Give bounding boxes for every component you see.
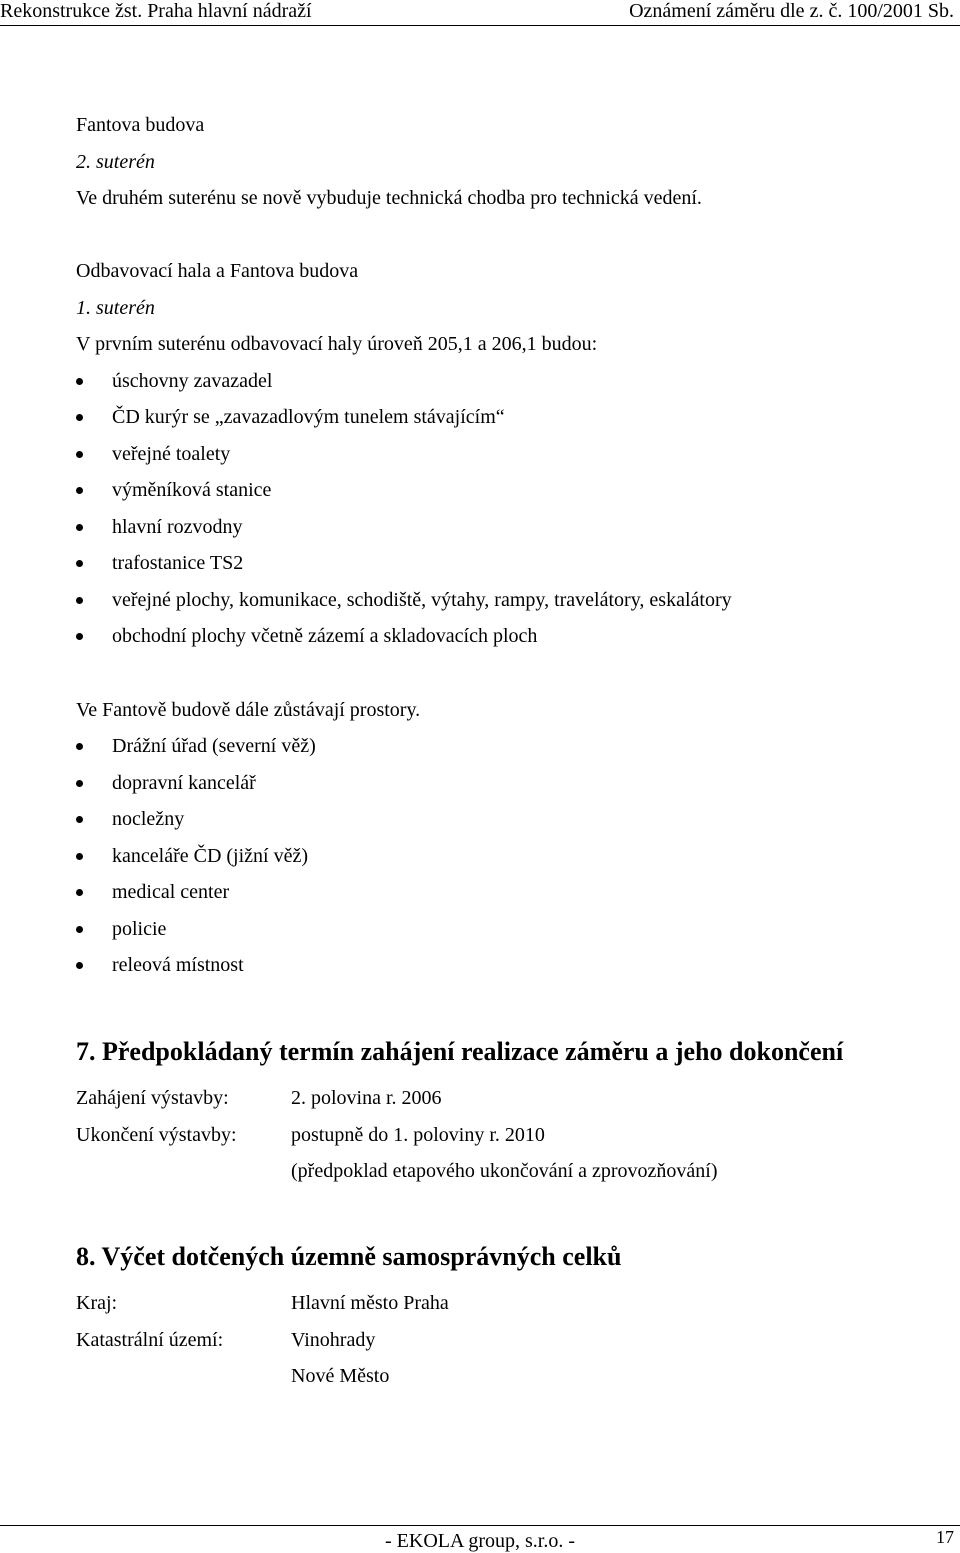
- bullet-icon: [76, 633, 83, 640]
- footer-rule: [0, 1525, 960, 1526]
- bullet-icon: [76, 524, 83, 531]
- footer-company: - EKOLA group, s.r.o. -: [385, 1530, 575, 1552]
- page-number: 17: [936, 1527, 954, 1547]
- bullet-icon: [76, 414, 83, 421]
- end-label: Ukončení výstavby:: [76, 1124, 237, 1146]
- katastr-label: Katastrální území:: [76, 1329, 224, 1351]
- bullet-icon: [76, 962, 83, 969]
- section8-heading: 8. Výčet dotčených územně samosprávných celků: [76, 1242, 622, 1271]
- header-document-title: Oznámení záměru dle z. č. 100/2001 Sb.: [629, 0, 954, 22]
- bullet-icon: [76, 853, 83, 860]
- bullet-icon: [76, 487, 83, 494]
- fantova-subtitle: 2. suterén: [76, 151, 155, 173]
- end-note: (předpoklad etapového ukončování a zprovozňování): [291, 1160, 718, 1182]
- end-value: postupně do 1. poloviny r. 2010: [291, 1124, 545, 1146]
- bullet-icon: [76, 597, 83, 604]
- bullet-icon: [76, 780, 83, 787]
- header-project-title: Rekonstrukce žst. Praha hlavní nádraží: [0, 0, 312, 22]
- fantova-text: Ve druhém suterénu se nově vybuduje technická chodba pro technická vedení.: [76, 187, 702, 209]
- bullet-icon: [76, 378, 83, 385]
- odbavovaci-title: Odbavovací hala a Fantova budova: [76, 260, 359, 282]
- katastr-value: Vinohrady: [291, 1329, 376, 1351]
- start-value: 2. polovina r. 2006: [291, 1087, 442, 1109]
- bullet-icon: [76, 926, 83, 933]
- page-header: [0, 0, 960, 26]
- kraj-value: Hlavní město Praha: [291, 1292, 449, 1314]
- section7-heading: 7. Předpokládaný termín zahájení realizace záměru a jeho dokončení: [76, 1037, 844, 1066]
- bullet-icon: [76, 451, 83, 458]
- fantova-title: Fantova budova: [76, 114, 205, 136]
- bullet-icon: [76, 816, 83, 823]
- kraj-label: Kraj:: [76, 1292, 118, 1314]
- start-label: Zahájení výstavby:: [76, 1087, 229, 1109]
- katastr-value: Nové Město: [291, 1365, 390, 1387]
- bullet-icon: [76, 743, 83, 750]
- header-rule: [0, 25, 960, 26]
- bullet-icon: [76, 560, 83, 567]
- odbavovaci-intro: V prvním suterénu odbavovací haly úroveň 205,1 a 206,1 budou:: [76, 333, 598, 355]
- odbavovaci-subtitle: 1. suterén: [76, 297, 155, 319]
- prostory-intro: Ve Fantově budově dále zůstávají prostory.: [76, 699, 421, 721]
- bullet-icon: [76, 889, 83, 896]
